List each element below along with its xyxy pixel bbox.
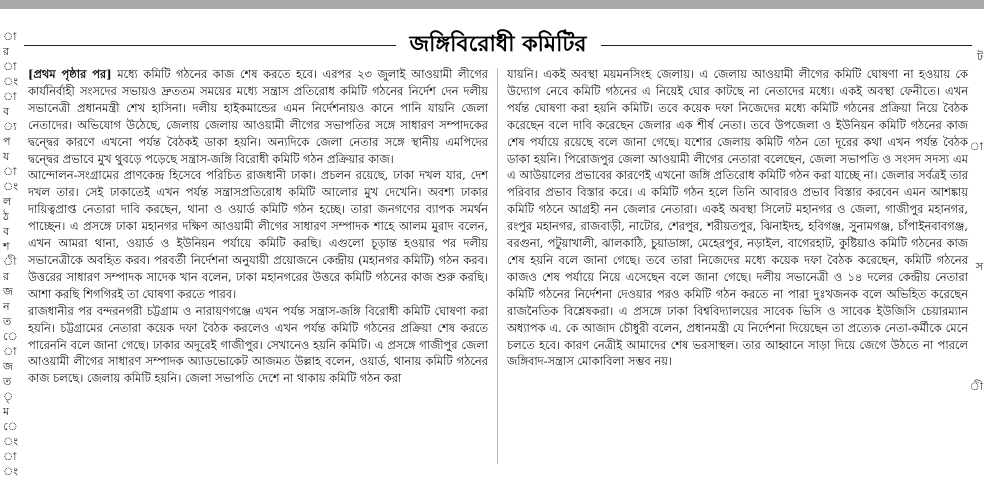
margin-fragment: া xyxy=(3,345,17,358)
margin-fragment: ং xyxy=(3,465,19,478)
margin-fragment: জ xyxy=(3,360,13,373)
margin-fragment: া xyxy=(3,450,17,463)
article-column-left xyxy=(28,66,488,466)
margin-fragment: া xyxy=(3,90,17,103)
margin-fragment: া xyxy=(969,140,983,153)
left-margin-fragments xyxy=(0,30,19,478)
margin-fragment: ্য xyxy=(3,120,17,133)
article-paragraph: আন্দোলন-সংগ্রামের প্রাণকেন্দ্র হিসেবে পরিচিত রাজধানী ঢাকা। প্রচলন রয়েছে, ঢাকা দখল যার, দেশ দখল তার। সেই ঢাকাতেই এখন পর্যন্ত সন্ত্রাসপ্রতিরোধ কমিটি আলোর মুখ দেখেনি। অবশ্য ঢাকার দায়িত্বপ্রাপ্ত নেতারা দাবি করছেন, থানা ও ওয়ার্ড কমিটি গঠন হচ্ছে। তারা জনগণের ব্যাপক সমর্থন পাচ্ছেন। এ প্রসঙ্গে ঢাকা মহানগর দক্ষিণ আওয়ামী লীগের সাধারণ সম্পাদক শাহে আলম মুরাদ বলেন, এখন আমরা থানা, ওয়ার্ড ও ইউনিয়ন পর্যায়ে কমিটি করছি। এগুলো চূড়ান্ত হওয়ার পর দলীয় সভানেত্রীকে অবহিত করব। পরবর্তী নির্দেশনা অনুযায়ী প্রয়োজনে কেন্দ্রীয় (মহানগর কমিটি) গঠন করব। উত্তরের সাধারণ সম্পাদক সাদেক খান বলেন, ঢাকা মহানগরের উত্তরে কমিটি গঠনের কাজ শুরু করছি। আশা করছি শিগগিরই তা ঘোষণা করতে পারব। xyxy=(28,168,488,301)
margin-fragment: ী xyxy=(3,255,17,268)
margin-fragment: ং xyxy=(3,75,19,88)
margin-fragment: প xyxy=(3,135,11,148)
margin-fragment: ত xyxy=(3,375,12,388)
margin-fragment: ে xyxy=(3,330,18,343)
continued-from-front-page-marker: [প্রথম পৃষ্ঠার পর] xyxy=(28,67,112,81)
article-column-right xyxy=(507,66,968,466)
margin-fragment: ে xyxy=(3,420,18,433)
margin-fragment: ী xyxy=(969,380,983,393)
margin-fragment: া xyxy=(3,165,17,178)
margin-fragment: স xyxy=(975,260,983,273)
headline-rule-right xyxy=(601,45,973,46)
margin-fragment: া xyxy=(3,30,17,43)
margin-fragment: ট xyxy=(977,50,983,63)
article-headline: জঙ্গিবিরোধী কমিটির xyxy=(409,32,587,57)
article-paragraph: যায়নি। একই অবস্থা ময়মনসিংহ জেলায়। এ জেলায় আওয়ামী লীগের কমিটি ঘোষণা না হওয়ায় কে উদ্যোগ নেবে কমিটি গঠনের এ নিয়েই ঘোর কাটছে না নেতাদের মধ্যে। একই অবস্থা ফেনীতে। এখন পর্যন্ত ঘোষণা করা হয়নি কমিটি। তবে কয়েক দফা নিজেদের মধ্যে কমিটি গঠনের প্রক্রিয়া নিয়ে বৈঠক করেছেন বলে দাবি করেছেন জেলার এক শীর্ষ নেতা। তবে উপজেলা ও ইউনিয়ন কমিটি গঠনের কাজ শেষ পর্যায়ে রয়েছে বলে জানা গেছে। যশোর জেলায় কমিটি গঠন তো দূরের কথা এখন পর্যন্ত বৈঠক ডাকা হয়নি। পিরোজপুর জেলা আওয়ামী লীগের নেতারা বলেছেন, জেলা সভাপতি ও সংসদ সদস্য এম এ আউয়ালের প্রভাবের কারণেই এখনো জঙ্গি প্রতিরোধ কমিটি গঠন করা যাচ্ছে না। জেলার সর্বত্রই তার পরিবার প্রভাব বিস্তার করে। এ কমিটি গঠন হলে তিনি আবারও প্রভাব বিস্তার করবেন এমন আশঙ্কায় কমিটি গঠনে আগ্রহী নন জেলার নেতারা। একই অবস্থা সিলেট মহানগর ও জেলা, গাজীপুর মহানগর, রংপুর মহানগর, রাজবাড়ী, নাটোর, শেরপুর, শরীয়তপুর, ঝিনাইদহ, হবিগঞ্জ, সুনামগঞ্জ, চাঁপাইনবাবগঞ্জ, বরগুনা, পটুয়াখালী, ঝালকাঠি, চুয়াডাঙ্গা, মেহেরপুর, নড়াইল, বাগেরহাট, কুষ্টিয়াও কমিটি গঠনের কাজ শেষ হয়নি বলে জানা গেছে। তবে তারা নিজেদের মধ্যে কয়েক দফা বৈঠক করেছেন, কমিটি গঠনের কাজও শেষ পর্যায়ে নিয়ে এসেছেন বলে জানা গেছে। দলীয় সভানেত্রী ও ১৪ দলের কেন্দ্রীয় নেতারা কমিটি গঠনের নির্দেশনা দেওয়ার পরও কমিটি গঠন করতে না পারা দুঃখজনক বলে অভিহিত করেছেন রাজনৈতিক বিশ্লেষকরা। এ প্রসঙ্গে ঢাকা বিশ্ববিদ্যালয়ের সাবেক ভিসি ও সাবেক ইউজিসি চেয়ারম্যান অধ্যাপক এ. কে আজাদ চৌধুরী বলেন, প্রধানমন্ত্রী যে নির্দেশনা দিয়েছেন তা প্রত্যেক নেতা-কর্মীকে মেনে চলতে হবে। কারণ নেত্রীই আমাদের শেষ ভরসাস্থল। তার আহ্বানে সাড়া দিয়ে জেগে উঠতে না পারলে জঙ্গিবাদ-সন্ত্রাস মোকাবিলা সম্ভব নয়। xyxy=(507,67,968,369)
margin-fragment: ত xyxy=(3,315,12,328)
margin-fragment: ল xyxy=(3,195,12,208)
margin-fragment: ম xyxy=(3,405,10,418)
margin-fragment: ঠ xyxy=(3,210,9,223)
margin-fragment: জ xyxy=(3,285,13,298)
headline-row xyxy=(24,22,972,68)
margin-fragment: র xyxy=(3,45,10,58)
margin-fragment: ৃ xyxy=(3,390,14,403)
right-margin-fragments xyxy=(969,30,984,468)
article-paragraph: রাজধানীর পর বন্দরনগরী চট্টগ্রাম ও নারায়ণগঞ্জে এখন পর্যন্ত সন্ত্রাস-জঙ্গি বিরোধী কমিটি ঘোষণা করা হয়নি। চট্টগ্রামের নেতারা কয়েক দফা বৈঠক করলেও এখন পর্যন্ত কমিটি গঠনের প্রক্রিয়া শেষ করতে পারেননি বলে জানা গেছে। ঢাকার অদূরেই গাজীপুর। সেখানেও হয়নি কমিটি। এ প্রসঙ্গে গাজীপুর জেলা আওয়ামী লীগের সাধারণ সম্পাদক অ্যাডভোকেট আজমত উল্লাহ বলেন, ওয়ার্ড, থানায় কমিটি গঠনের কাজ চলছে। জেলায় কমিটি হয়নি। জেলা সভাপতি দেশে না থাকায় কমিটি গঠন করা xyxy=(28,303,488,386)
column-divider xyxy=(497,68,498,464)
margin-fragment: য xyxy=(3,150,10,163)
margin-fragment: ং xyxy=(3,435,19,448)
margin-fragment: ং xyxy=(3,180,19,193)
margin-fragment: া xyxy=(3,60,17,73)
margin-fragment: র xyxy=(3,270,10,283)
margin-fragment: ন xyxy=(3,300,10,313)
margin-fragment: ব xyxy=(3,105,10,118)
top-page-rule xyxy=(0,0,984,9)
article-paragraph xyxy=(28,66,488,167)
headline-rule-left xyxy=(24,45,396,46)
margin-fragment: ব xyxy=(3,225,10,238)
paragraph-text: মধ্যে কমিটি গঠনের কাজ শেষ করতে হবে। এরপর ২৩ জুলাই আওয়ামী লীগের কার্যনির্বাহী সংসদের সভায়ও দ্রুততম সময়ের মধ্যে সন্ত্রাস প্রতিরোধ কমিটি গঠনের নির্দেশ দেন দলীয় সভানেত্রী প্রধানমন্ত্রী শেখ হাসিনা। দলীয় হাইকমান্ডের এমন নির্দেশনায়ও কানে পানি যায়নি জেলা নেতাদের। অভিযোগ উঠেছে, জেলায় জেলায় আওয়ামী লীগের সভাপতির সঙ্গে সাধারণ সম্পাদকের দ্বন্দ্বের কারণে এখনো পর্যন্ত বৈঠকই ডাকা হয়নি। অন্যদিকে জেলা নেতার সঙ্গে স্থানীয় এমপিদের দ্বন্দ্বের প্রভাবে মুখ থুবড়ে পড়েছে সন্ত্রাস-জঙ্গি বিরোধী কমিটি গঠন প্রক্রিয়ার কাজ। xyxy=(28,67,488,166)
margin-fragment: শ xyxy=(3,240,10,253)
